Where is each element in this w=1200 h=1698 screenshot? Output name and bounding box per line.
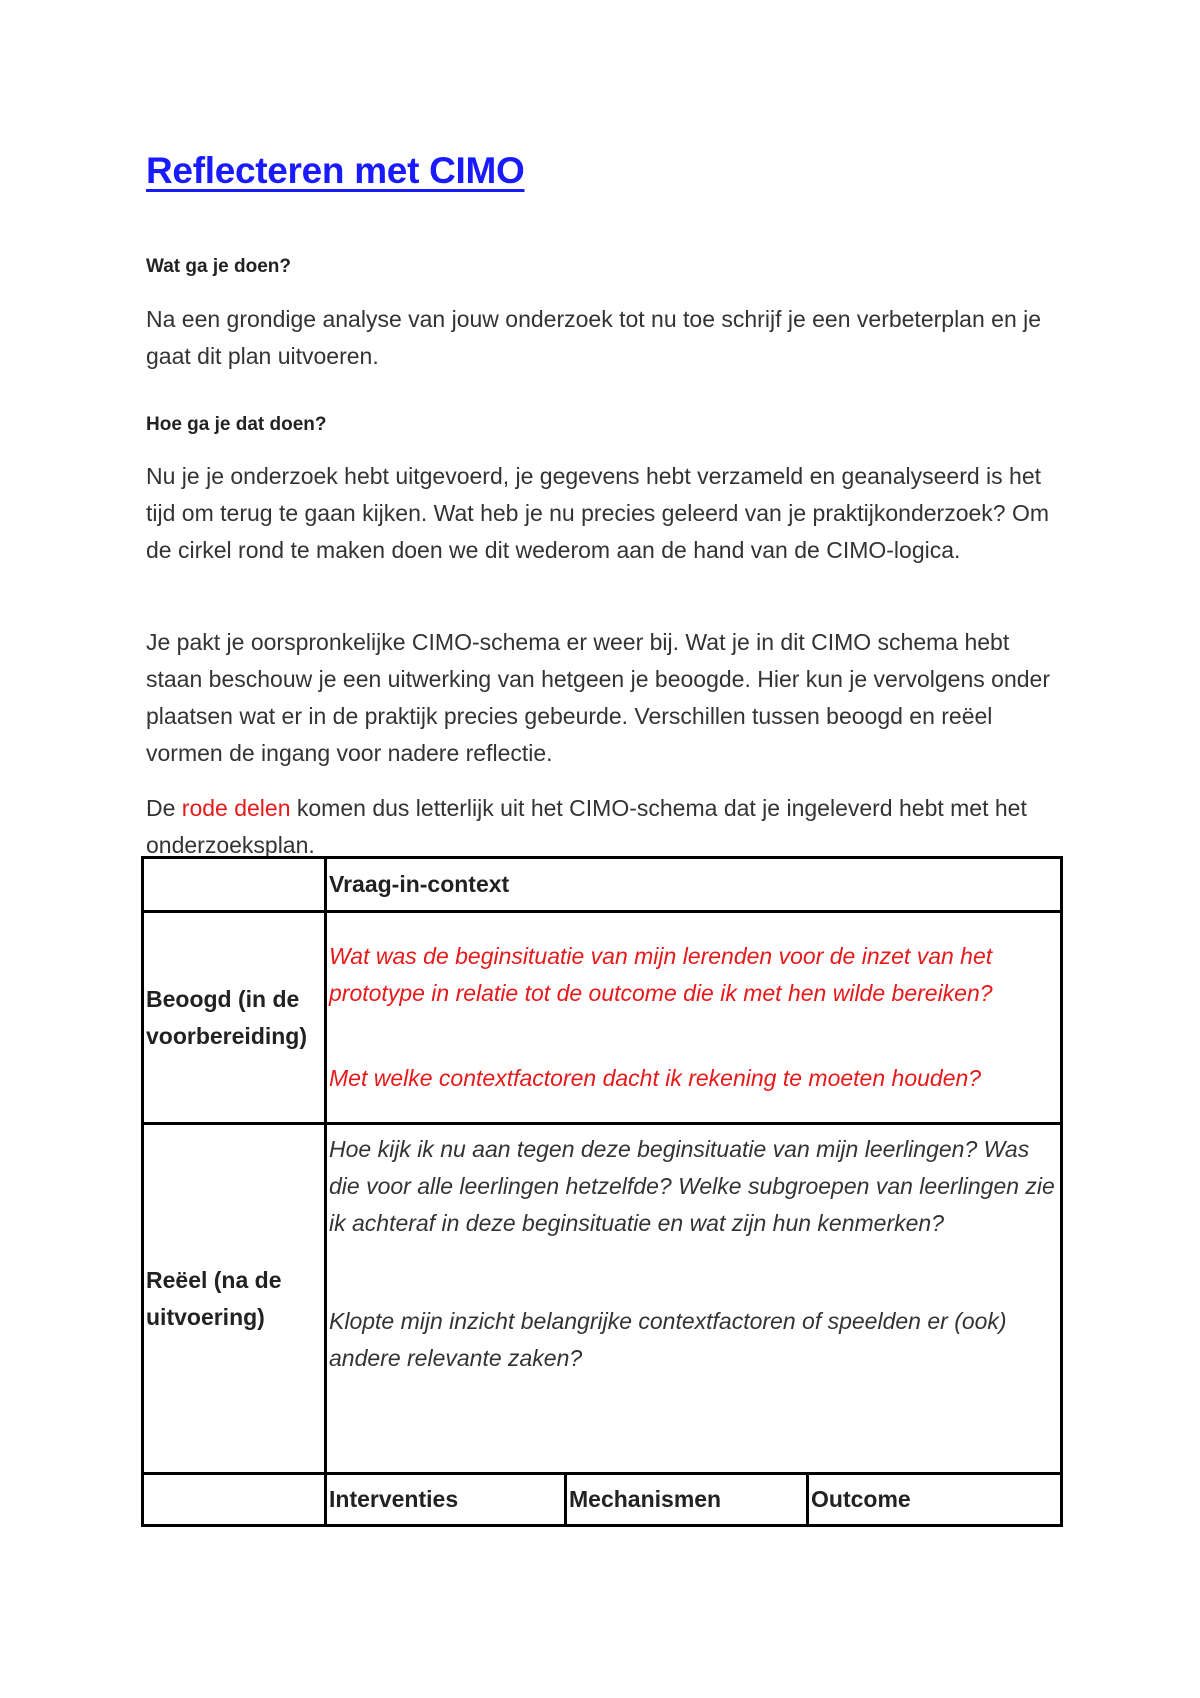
paragraph-2: Je pakt je oorspronkelijke CIMO-schema er weer bij. Wat je in dit CIMO schema hebt staan beschouw je een uitwerking van hetgeen je beoogde. Hier kun je vervolgens onder plaatsen wat er in de praktijk precies gebeurde. Verschillen tussen beoogd en reëel vormen de ingang voor nadere reflectie.	[146, 629, 1050, 766]
reeel-cell	[326, 1124, 1062, 1474]
header-outcome: Outcome	[808, 1474, 1062, 1526]
empty-cell	[143, 1474, 326, 1526]
paragraph-1: Nu je je onderzoek hebt uitgevoerd, je gegevens hebt verzameld en geanalyseerd is het tijd om terug te gaan kijken. Wat heb je nu precies geleerd van je praktijkonderzoek? Om de cirkel rond te maken doen we dit wederom aan de hand van de CIMO-logica.	[146, 463, 1050, 563]
cimo-table	[141, 856, 1063, 1527]
paragraph-3-red: rode delen	[181, 795, 291, 821]
beoogd-cell	[326, 912, 1062, 1124]
reeel-question-2: Klopte mijn inzicht belangrijke contextfactoren of speelden er (ook) andere relevante zaken?	[329, 1308, 1007, 1371]
paragraph-3-prefix: De	[146, 795, 182, 821]
reeel-question-1: Hoe kijk ik nu aan tegen deze beginsituatie van mijn leerlingen? Was die voor alle leerlingen hetzelfde? Welke subgroepen van leerlingen zie ik achteraf in deze beginsituatie en wat zijn hun kenmerken?	[329, 1136, 1055, 1236]
header-interventies: Interventies	[326, 1474, 566, 1526]
empty-cell	[143, 858, 326, 912]
table-row	[143, 1474, 1062, 1526]
table-row	[143, 1124, 1062, 1474]
header-mechanismen: Mechanismen	[566, 1474, 808, 1526]
beoogd-question-1: Wat was de beginsituatie van mijn lerenden voor de inzet van het prototype in relatie tot de outcome die ik met hen wilde bereiken?	[329, 943, 993, 1006]
document-page	[146, 150, 1066, 858]
paragraph-3	[146, 790, 1066, 864]
row-label-beoogd: Beoogd (in de voorbereiding)	[143, 912, 326, 1124]
section-heading-hoe: Hoe ga je dat doen?	[146, 414, 327, 435]
table-row	[143, 858, 1062, 912]
header-vraag-in-context: Vraag-in-context	[326, 858, 1062, 912]
section-text-wat: Na een grondige analyse van jouw onderzoek tot nu toe schrijf je een verbeterplan en je gaat dit plan uitvoeren.	[146, 306, 1042, 369]
beoogd-question-2: Met welke contextfactoren dacht ik rekening te moeten houden?	[329, 1065, 982, 1091]
section-heading-wat: Wat ga je doen?	[146, 256, 291, 277]
table-row	[143, 912, 1062, 1124]
page-title[interactable]: Reflecteren met CIMO	[146, 150, 525, 191]
paragraph-3-suffix: komen dus letterlijk uit het CIMO-schema dat je ingeleverd hebt met het onderzoeksplan.	[146, 795, 1027, 858]
row-label-reeel: Reëel (na de uitvoering)	[143, 1124, 326, 1474]
